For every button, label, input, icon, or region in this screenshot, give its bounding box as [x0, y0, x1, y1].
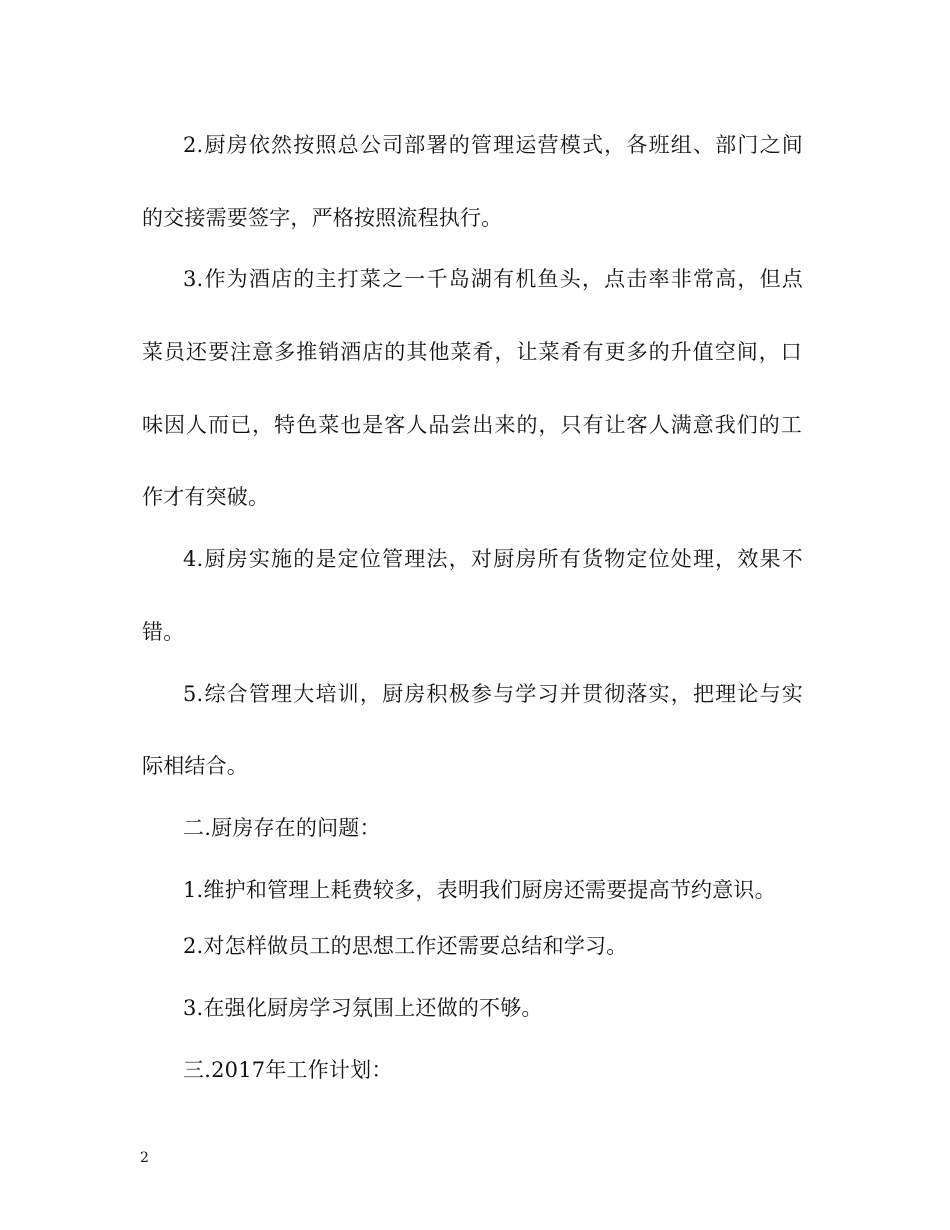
paragraph-4-line-1: 4.厨房实施的是定位管理法，对厨房所有货物定位处理，效果不: [183, 547, 803, 571]
section-heading-plan: 三.2017年工作计划：: [183, 1058, 393, 1082]
page-number: 2: [140, 1150, 149, 1166]
problem-item-2: 2.对怎样做员工的思想工作还需要总结和学习。: [183, 934, 628, 958]
paragraph-2-line-1: 2.厨房依然按照总公司部署的管理运营模式，各班组、部门之间: [183, 133, 803, 157]
problem-item-3: 3.在强化厨房学习氛围上还做的不够。: [183, 996, 543, 1020]
paragraph-3-line-2: 菜员还要注意多推销酒店的其他菜肴，让菜肴有更多的升值空间，口: [142, 340, 802, 364]
section-heading-problems: 二.厨房存在的问题：: [183, 816, 381, 840]
paragraph-3-line-3: 味因人而已，特色菜也是客人品尝出来的，只有让客人满意我们的工: [142, 413, 802, 437]
paragraph-5-line-1: 5.综合管理大培训，厨房积极参与学习并贯彻落实，把理论与实: [183, 682, 803, 706]
paragraph-2-line-2: 的交接需要签字，严格按照流程执行。: [142, 206, 503, 230]
paragraph-3-line-1: 3.作为酒店的主打菜之一千岛湖有机鱼头，点击率非常高，但点: [183, 267, 803, 291]
paragraph-4-line-2: 错。: [142, 620, 185, 644]
problem-item-1: 1.维护和管理上耗费较多，表明我们厨房还需要提高节约意识。: [183, 878, 776, 902]
paragraph-5-line-2: 际相结合。: [142, 754, 248, 778]
paragraph-3-line-4: 作才有突破。: [142, 485, 270, 509]
